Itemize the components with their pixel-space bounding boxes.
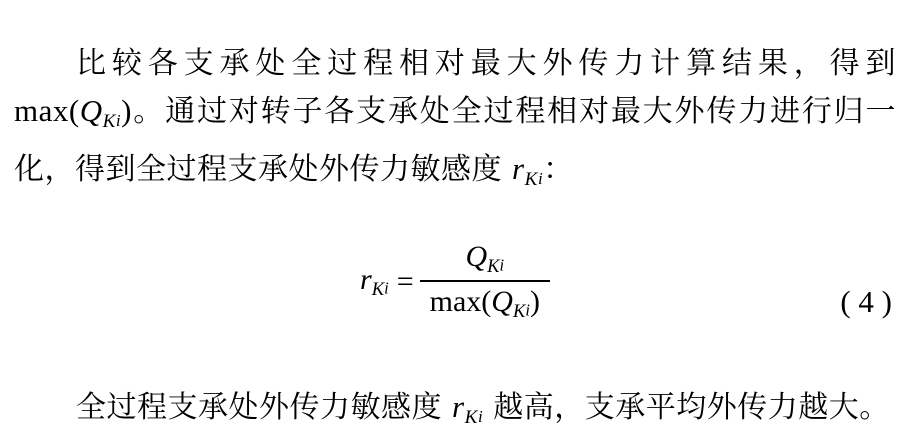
subscript-k: K: [464, 407, 478, 429]
inline-math-rki: [512, 151, 544, 191]
equation-lhs-subscript-i: i: [384, 278, 389, 298]
inline-math-rki-2: [452, 389, 484, 429]
denominator-subscript-i: i: [525, 300, 530, 320]
numerator-subscript-i: i: [499, 255, 505, 275]
paragraph-1: [14, 39, 896, 203]
equation-numerator: [455, 240, 514, 280]
equation-body: [14, 240, 896, 322]
paragraph-1-text-part-3: ：: [543, 152, 574, 188]
subscript-i: i: [537, 168, 544, 188]
inline-math-max-qki: [14, 93, 132, 133]
subscript-i: i: [115, 110, 122, 130]
variable-r: r: [512, 151, 525, 187]
equation-fraction: [420, 240, 550, 322]
denominator-variable-q: Q: [491, 284, 513, 318]
paragraph-2-text-part-2: 越高，支承平均外传力越大。: [483, 390, 890, 426]
equation-lhs: [360, 263, 395, 301]
variable-q: Q: [79, 93, 103, 128]
subscript-k: K: [524, 169, 538, 191]
paragraph-1-text-part-1: 比较各支承处全过程相对最大外传力计算结果，得到: [76, 46, 896, 81]
numerator-subscript-k: K: [487, 256, 500, 278]
equation-equals-sign: =: [396, 264, 414, 298]
equation-lhs-subscript-k: K: [371, 278, 385, 300]
denominator-max-open: max(: [429, 284, 492, 318]
denominator-max-close: ): [529, 284, 540, 318]
max-function-open: max(: [14, 93, 80, 128]
equation-denominator: [420, 282, 550, 323]
paragraph-2: [14, 383, 896, 441]
subscript-k: K: [102, 111, 116, 133]
variable-r: r: [452, 389, 465, 425]
denominator-subscript-k: K: [512, 300, 526, 322]
paragraph-2-text-part-1: 全过程支承处外传力敏感度: [76, 390, 453, 426]
max-function-close: ): [121, 93, 132, 128]
subscript-i: i: [477, 407, 484, 427]
paragraph-1-text-part-2: 。通过对转子各支承处全过程相对最大外传力进行归一化，得到全过程支承处外传力敏感度: [14, 94, 896, 188]
numerator-variable-q: Q: [465, 240, 488, 274]
equation-block: [14, 234, 896, 352]
equation-lhs-variable: r: [360, 262, 372, 296]
equation-number: ( 4 ): [840, 284, 892, 320]
